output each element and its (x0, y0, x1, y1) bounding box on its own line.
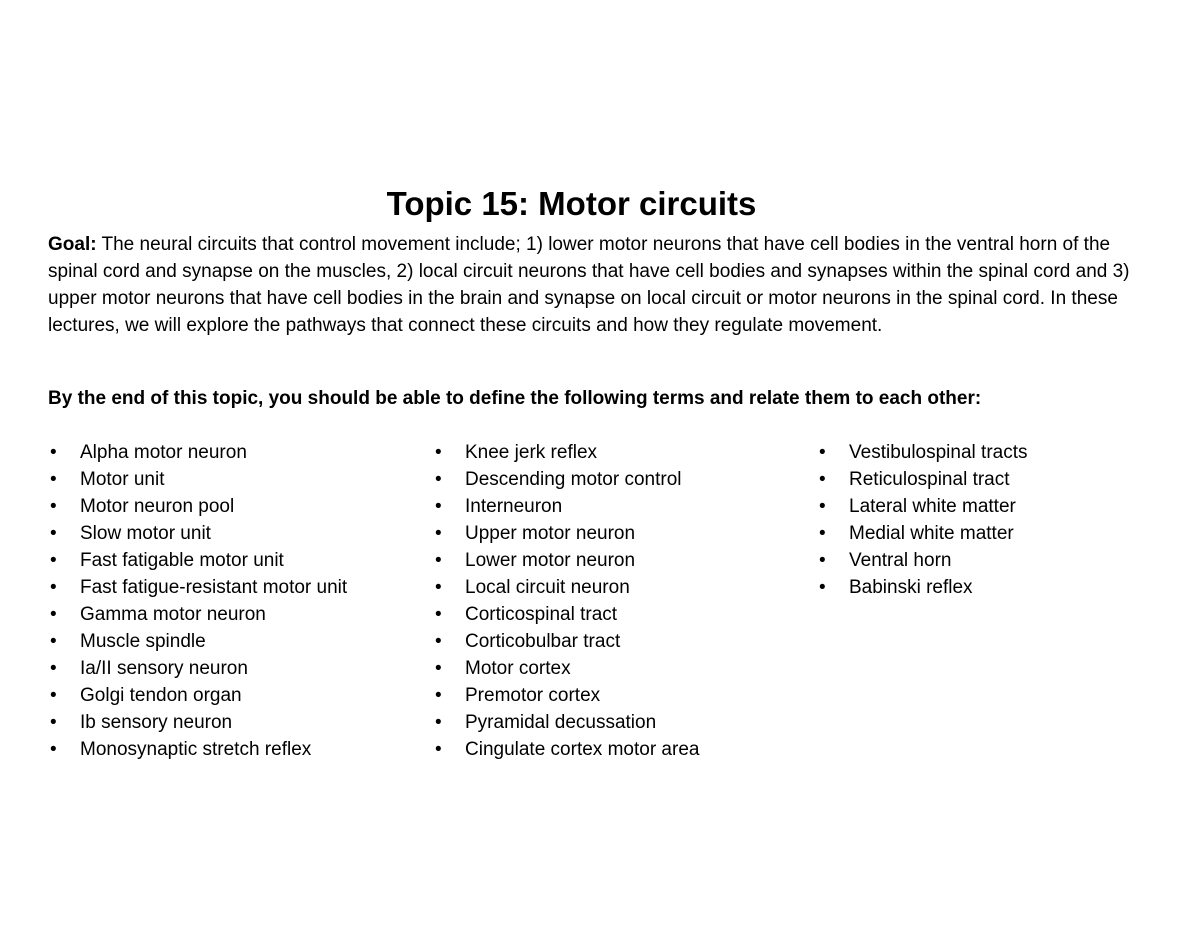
list-item (48, 682, 418, 709)
bullet-icon: • (435, 523, 442, 544)
term-label: Pyramidal decussation (465, 712, 657, 733)
list-item (433, 682, 803, 709)
list-item (817, 439, 1187, 466)
list-item (433, 520, 803, 547)
term-label: Muscle spindle (80, 631, 206, 652)
term-label: Golgi tendon organ (80, 685, 242, 706)
bullet-icon: • (435, 550, 442, 571)
bullet-icon: • (50, 739, 57, 760)
list-item (433, 493, 803, 520)
list-item (48, 439, 418, 466)
list-item (433, 628, 803, 655)
term-label: Ia/II sensory neuron (80, 658, 248, 679)
list-item (433, 601, 803, 628)
list-item (48, 520, 418, 547)
term-label: Motor cortex (465, 658, 571, 679)
list-item (48, 493, 418, 520)
list-item (817, 466, 1187, 493)
bullet-icon: • (50, 523, 57, 544)
bullet-icon: • (435, 658, 442, 679)
list-item (433, 466, 803, 493)
goal-label: Goal: (48, 234, 97, 255)
bullet-icon: • (435, 739, 442, 760)
list-item (48, 736, 418, 763)
bullet-icon: • (50, 577, 57, 598)
term-label: Fast fatigable motor unit (80, 550, 284, 571)
term-label: Medial white matter (849, 523, 1014, 544)
list-item (48, 466, 418, 493)
bullet-icon: • (435, 577, 442, 598)
bullet-icon: • (435, 469, 442, 490)
term-list-column-2 (433, 439, 803, 763)
term-label: Ib sensory neuron (80, 712, 233, 733)
page-title: Topic 15: Motor circuits (386, 185, 757, 222)
bullet-icon: • (435, 631, 442, 652)
bullet-icon: • (50, 685, 57, 706)
term-label: Upper motor neuron (465, 523, 636, 544)
term-label: Fast fatigue-resistant motor unit (80, 577, 348, 598)
term-label: Lower motor neuron (465, 550, 636, 571)
term-label: Cingulate cortex motor area (465, 739, 700, 760)
bullet-icon: • (50, 712, 57, 733)
list-item (433, 439, 803, 466)
term-label: Interneuron (465, 496, 563, 517)
bullet-icon: • (435, 496, 442, 517)
list-item (817, 493, 1187, 520)
term-label: Corticospinal tract (465, 604, 618, 625)
term-label: Alpha motor neuron (80, 442, 247, 463)
term-list-column-3 (817, 439, 1187, 601)
bullet-icon: • (819, 442, 826, 463)
bullet-icon: • (435, 712, 442, 733)
term-label: Vestibulospinal tracts (849, 442, 1028, 463)
list-item (48, 655, 418, 682)
term-label: Reticulospinal tract (849, 469, 1010, 490)
bullet-icon: • (50, 442, 57, 463)
bullet-icon: • (50, 469, 57, 490)
list-item (433, 574, 803, 601)
list-item (48, 601, 418, 628)
bullet-icon: • (819, 577, 826, 598)
bullet-icon: • (819, 469, 826, 490)
list-item (48, 574, 418, 601)
term-label: Local circuit neuron (465, 577, 630, 598)
list-item (433, 655, 803, 682)
bullet-icon: • (50, 631, 57, 652)
term-label: Motor neuron pool (80, 496, 235, 517)
term-label: Monosynaptic stretch reflex (80, 739, 312, 760)
term-label: Ventral horn (849, 550, 952, 571)
bullet-icon: • (50, 496, 57, 517)
bullet-icon: • (819, 523, 826, 544)
bullet-icon: • (50, 658, 57, 679)
term-label: Slow motor unit (80, 523, 211, 544)
goal-text: The neural circuits that control movement include; 1) lower motor neurons that have cell bodies in the ventral horn of the spinal cord and synapse on the muscles, 2) local circuit neurons that have cell bodies and synapses within the spinal cord and 3) upper motor neurons that have cell bodies in the brain and synapse on local circuit or motor neurons in the spinal cord. In these lectures, we will explore the pathways that connect these circuits and how they regulate movement. (48, 234, 1130, 336)
bullet-icon: • (819, 496, 826, 517)
bullet-icon: • (435, 685, 442, 706)
term-label: Babinski reflex (849, 577, 973, 598)
term-list-column-1 (48, 439, 418, 763)
list-item (48, 709, 418, 736)
list-item (48, 547, 418, 574)
list-item (433, 736, 803, 763)
bullet-icon: • (435, 604, 442, 625)
bullet-icon: • (50, 604, 57, 625)
list-item (817, 520, 1187, 547)
list-item (48, 628, 418, 655)
instruction-text: By the end of this topic, you should be able to define the following terms and relate them to each other: (48, 388, 982, 409)
term-label: Knee jerk reflex (465, 442, 598, 463)
list-item (817, 547, 1187, 574)
term-label: Descending motor control (465, 469, 682, 490)
list-item (433, 547, 803, 574)
list-item (817, 574, 1187, 601)
goal-paragraph (48, 231, 1158, 339)
bullet-icon: • (819, 550, 826, 571)
bullet-icon: • (435, 442, 442, 463)
term-label: Lateral white matter (849, 496, 1016, 517)
term-label: Corticobulbar tract (465, 631, 621, 652)
bullet-icon: • (50, 550, 57, 571)
term-label: Motor unit (80, 469, 165, 490)
list-item (433, 709, 803, 736)
term-label: Premotor cortex (465, 685, 601, 706)
term-label: Gamma motor neuron (80, 604, 266, 625)
